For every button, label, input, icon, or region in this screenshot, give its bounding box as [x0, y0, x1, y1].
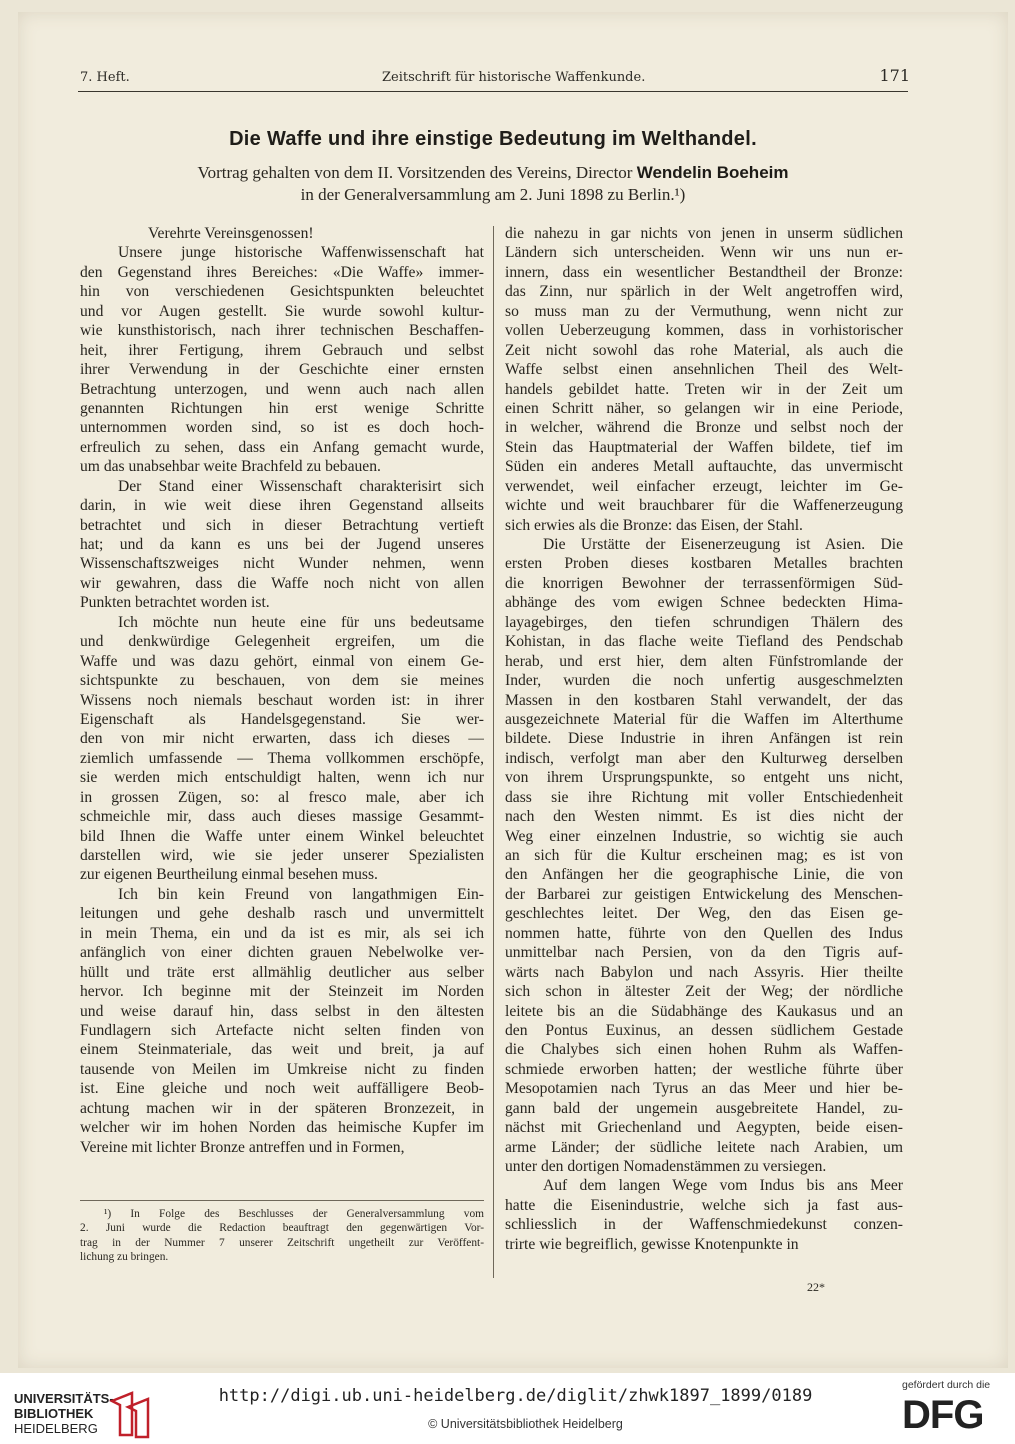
text-line: heit, ihrer Fertigung, ihrem Gebrauch und selbst	[80, 341, 484, 359]
text-line: nommen hatte, führte von den Quellen des Indus	[505, 924, 903, 942]
text-line: ihrer Verwendung in der Geschichte einer ernsten	[80, 361, 484, 379]
left-column	[80, 224, 484, 1157]
text-line: die knorrigen Bewohner der terrassenförmigen Süd-	[505, 574, 903, 592]
text-line: Wissens noch niemals beschaut worden ist: in ihrer	[80, 691, 484, 709]
text-line: indisch, verfolgt man aber den Kulturweg derselben	[505, 749, 903, 767]
running-head	[80, 66, 910, 88]
author-name: Wendelin Boeheim	[636, 163, 789, 182]
text-line: Zeit nicht sowohl das rohe Material, als auch die	[505, 341, 903, 359]
footnote-line: ¹) In Folge des Beschlusses der Generalversammlung vom	[104, 1208, 484, 1220]
text-line: trirte wie begreiflich, gewisse Knotenpunkte in	[505, 1235, 799, 1253]
text-line: Unsere junge historische Waffenwissenschaft hat	[118, 244, 484, 262]
text-line: um das unabsehbar weite Brachfeld zu bebauen.	[80, 458, 381, 476]
text-line: Süden ein anderes Metall auftauchte, das unvermischt	[505, 458, 903, 476]
text-line: Vereine mit lichter Bronze antreffen und in Formen,	[80, 1138, 405, 1156]
copyright-notice: © Universitätsbibliothek Heidelberg	[428, 1417, 623, 1431]
text-line: Inder, wurden die noch unfertig ausgeschmelzten	[505, 672, 903, 690]
text-line: schliesslich in der Waffenschmiedekunst conzen-	[505, 1216, 903, 1234]
text-line: wärts nach Babylon und nach Assyris. Hier theilte	[505, 963, 903, 981]
text-line: nächst mit Griechenland und Aegypten, beide eisen-	[505, 1119, 903, 1137]
text-line: und denkwürdige Gelegenheit ergreifen, um die	[80, 633, 484, 651]
footnote-line: 2. Juni wurde die Redaction beauftragt den gegenwärtigen Vor-	[80, 1222, 484, 1235]
text-line: achtung machen wir in der späteren Bronzezeit, in	[80, 1099, 484, 1117]
text-line: einen Schritt näher, so gelangen wir in eine Periode,	[505, 399, 903, 417]
text-line: vollen Ueberzeugung kommen, dass in vorhistorischer	[505, 322, 903, 340]
text-line: Ich möchte nun heute eine für uns bedeutsame	[118, 613, 484, 631]
right-column	[505, 224, 903, 1254]
library-line2: BIBLIOTHEK	[14, 1406, 94, 1421]
text-line: leitungen und gehe deshalb rasch und unvermittelt	[80, 905, 484, 923]
text-line: hervor. Ich beginne mit der Steinzeit im Norden	[80, 983, 484, 1001]
text-line: Punkten betrachtet worden ist.	[80, 594, 270, 612]
text-line: Betrachtung unterzogen, und wenn auch nach allen	[80, 380, 484, 398]
text-line: sich schon in ältester Zeit der Weg; der nördliche	[505, 983, 903, 1001]
text-line: unmittelbar nach Persien, von da den Tigris auf-	[505, 944, 903, 962]
text-line: Eigenschaft als Handelsgegenstand. Sie wer-	[80, 710, 484, 728]
footnote	[80, 1207, 484, 1264]
text-line: in grossen Zügen, so: al fresco male, aber ich	[80, 788, 484, 806]
library-line1: UNIVERSITÄTS-	[14, 1391, 114, 1406]
text-line: Massen in den kostbaren Stahl verwandelt, der das	[505, 691, 903, 709]
text-line: handels gebildet hatte. Treten wir in der Zeit um	[505, 380, 903, 398]
journal-title: Zeitschrift für historische Waffenkunde.	[382, 70, 646, 85]
dfg-mark: DFG	[902, 1393, 984, 1437]
text-line: schmeichle mir, dass auch dieses massige Gesammt-	[80, 808, 484, 826]
text-line: abhänge des vom ewigen Schnee bedeckten Hima-	[505, 594, 903, 612]
text-line: verwendet, weil einfacher erzeugt, leichter im Ge-	[505, 477, 903, 495]
text-line: arme Länder; der südliche leitete nach Arabien, um	[505, 1138, 903, 1156]
text-line: genannten Richtungen hin erst wenige Schritte	[80, 399, 484, 417]
text-line: wie kunsthistorisch, nach ihrer technischen Beschaffen-	[80, 322, 484, 340]
text-line: das Zinn, nur spärlich in der Welt angetroffen wird,	[505, 283, 903, 301]
text-line: innern, dass ein wesentlicher Bestandtheil der Bronze:	[505, 263, 903, 281]
viewer-footer	[0, 1373, 1015, 1444]
text-line: Ländern sich unterscheiden. Wenn wir uns nun er-	[505, 244, 903, 262]
text-line: so muss man zu der Vermuthung, wenn nicht zur	[505, 302, 903, 320]
library-line3: HEIDELBERG	[14, 1421, 98, 1436]
text-line: nach den Westen nimmt. Es ist dies nicht der	[505, 808, 903, 826]
text-line: den Gegenstand ihres Bereiches: «Die Waffe» immer-	[80, 263, 484, 281]
text-line: Wissenschaftszweiges nicht Wunder nehmen, wenn	[80, 555, 484, 573]
page-number: 171	[879, 66, 910, 85]
text-line: darstellen wird, wie sie jeder unserer Spezialisten	[80, 847, 484, 864]
text-line: ersten Proben dieses kostbaren Metalles brachten	[505, 555, 903, 573]
text-line: wichte und weit brauchbarer für die Waffenerzeugung	[505, 497, 903, 515]
footnote-line: trag in der Nummer 7 unserer Zeitschrift ungetheilt zur Veröffent-	[80, 1236, 484, 1249]
text-line: Waffe und was dazu gehört, einmal von einem Ge-	[80, 652, 484, 670]
text-line: in mein Thema, ein und da ist es mir, als sei ich	[80, 924, 484, 942]
text-line: an sich für die Kultur erscheinen mag; es ist von	[505, 847, 903, 864]
text-line: anfänglich von einer dichten grauen Nebelwolke ver-	[80, 944, 484, 962]
text-line: Ich bin kein Freund von langathmigen Ein-	[118, 885, 484, 903]
text-line: darin, in wie weit diese ihren Gegenstand allseits	[80, 497, 484, 515]
issue-label: 7. Heft.	[80, 70, 130, 85]
text-line: die Chalybes sich einen hohen Ruhm als Waffen-	[505, 1041, 903, 1059]
funded-by-label: gefördert durch die	[902, 1379, 991, 1391]
text-line: einem Steinmateriale, das weit und breit, ja auf	[80, 1041, 484, 1059]
text-line: Kohistan, in das flache weite Tiefland des Pendschab	[505, 633, 903, 651]
text-line: Verehrte Vereinsgenossen!	[148, 225, 314, 242]
text-line: bildete. Diese Industrie in ihren Anfängen ist rein	[505, 730, 903, 748]
text-line: layagebirges, den tiefen schrundigen Thälern des	[505, 613, 903, 631]
text-line: gann bald der ungemein ausgebreitete Handel, zu-	[505, 1099, 903, 1117]
permalink-url[interactable]: http://digi.ub.uni-heidelberg.de/diglit/zhwk1897_1899/0189	[218, 1386, 813, 1406]
text-line: und weise darauf hin, dass selbst in den ältesten	[80, 1002, 484, 1020]
text-line: die nahezu in gar nichts von jenen in unserm südlichen	[505, 225, 903, 242]
dfg-logo[interactable]	[898, 1379, 1003, 1439]
article-subtitle-2: in der Generalversammlung am 2. Juni 1898 zu Berlin.¹)	[300, 185, 686, 204]
column-divider	[493, 226, 494, 1278]
text-line: hin von verschiedenen Gesichtspunkten beleuchtet	[80, 283, 484, 301]
text-line: tausende von Meilen im Umkreise nicht zu finden	[80, 1060, 484, 1078]
text-line: sie werden mich entschuldigt halten, wenn ich nur	[80, 769, 484, 787]
text-line: geschlechtes leitet. Der Weg, den das Eisen ge-	[505, 905, 903, 923]
subtitle-text: Vortrag gehalten von dem II. Vorsitzenden des Vereins, Director	[197, 163, 637, 182]
footnote-rule	[80, 1200, 484, 1201]
text-line: dass sie ihre Richtung mit voller Entschiedenheit	[505, 788, 903, 806]
text-line: Der Stand einer Wissenschaft charakterisirt sich	[118, 477, 484, 495]
article-subtitle	[78, 163, 908, 183]
article-title: Die Waffe und ihre einstige Bedeutung im Welthandel.	[229, 128, 757, 150]
text-line: bild Ihnen die Waffe unter einem Winkel beleuchtet	[80, 827, 484, 845]
text-line: ziemlich umfassende — Thema vollkommen erschöpfe,	[80, 749, 484, 767]
footnote-line: lichung zu bringen.	[80, 1250, 169, 1263]
text-line: hatte die Eisenindustrie, welche sich ja fast aus-	[505, 1196, 903, 1214]
text-line: in welcher, während die Bronze und selbst noch der	[505, 419, 903, 437]
text-line: den Anfängen her die geographische Linie, die von	[505, 866, 903, 884]
text-line: und vor Augen gestellt. Sie wurde sowohl kultur-	[80, 302, 484, 320]
text-line: sich erwies als die Bronze: das Eisen, der Stahl.	[505, 516, 803, 534]
text-line: von ihrem Ursprungspunkte, so entgeht uns nicht,	[505, 769, 903, 787]
text-line: Fundlagern sich Artefacte nicht selten finden von	[80, 1021, 484, 1039]
text-line: Weg einer einzelnen Industrie, so wichtig sie auch	[505, 827, 903, 845]
text-line: den von mir nicht erwarten, dass ich dieses —	[80, 730, 484, 748]
text-line: unter den dortigen Nomadenstämmen zu versiegen.	[505, 1158, 827, 1175]
signature-mark: 22*	[807, 1280, 825, 1294]
text-line: ist. Eine gleiche und noch weit auffälligere Beob-	[80, 1080, 484, 1098]
text-line: unternommen worden sind, so ist es doch hoch-	[80, 419, 484, 437]
text-line: Mesopotamien nach Tyrus an das Meer und hier be-	[505, 1080, 903, 1098]
text-line: herab, und erst hier, dem alten Fünfstromlande der	[505, 652, 903, 670]
text-line: erfreulich zu sehen, dass ein Anfang gemacht wurde,	[80, 438, 484, 456]
text-line: schmiede erworben hatten; der westliche führte über	[505, 1060, 903, 1078]
text-line: hüllt und träte erst allmählig deutlicher aus selber	[80, 963, 484, 981]
text-line: Waffe selbst einen ansehnlichen Theil des Welt-	[505, 361, 903, 379]
text-line: leitete bis an die Südabhänge des Kaukasus und an	[505, 1002, 903, 1020]
text-line: betrachtet und sich in dieser Betrachtung vertieft	[80, 516, 484, 534]
text-line: zur eigenen Beurtheilung einmal besehen muss.	[80, 866, 378, 884]
text-line: welcher wir im hohen Norden das heimische Kupfer im	[80, 1119, 484, 1137]
text-line: Stein das Hauptmaterial der Waffen bildete, tief im	[505, 438, 903, 456]
text-line: Auf dem langen Wege vom Indus bis ans Meer	[543, 1177, 903, 1195]
text-line: ausgezeichnete Material für die Waffen im Alterthume	[505, 710, 903, 728]
header-rule	[78, 91, 908, 92]
text-line: den Pontus Euxinus, an dessen südlichem Gestade	[505, 1021, 903, 1039]
text-line: hat; und da kann es uns bei der Jugend unseres	[80, 536, 484, 553]
text-line: Die Urstätte der Eisenerzeugung ist Asien. Die	[543, 536, 903, 553]
text-line: sichtspunkte zu beschauen, von dem sie meines	[80, 672, 484, 690]
text-line: wir gewahren, dass die Waffe noch nicht von allen	[80, 574, 484, 592]
text-line: der Barbarei zur geistigen Entwickelung des Menschen-	[505, 885, 903, 903]
